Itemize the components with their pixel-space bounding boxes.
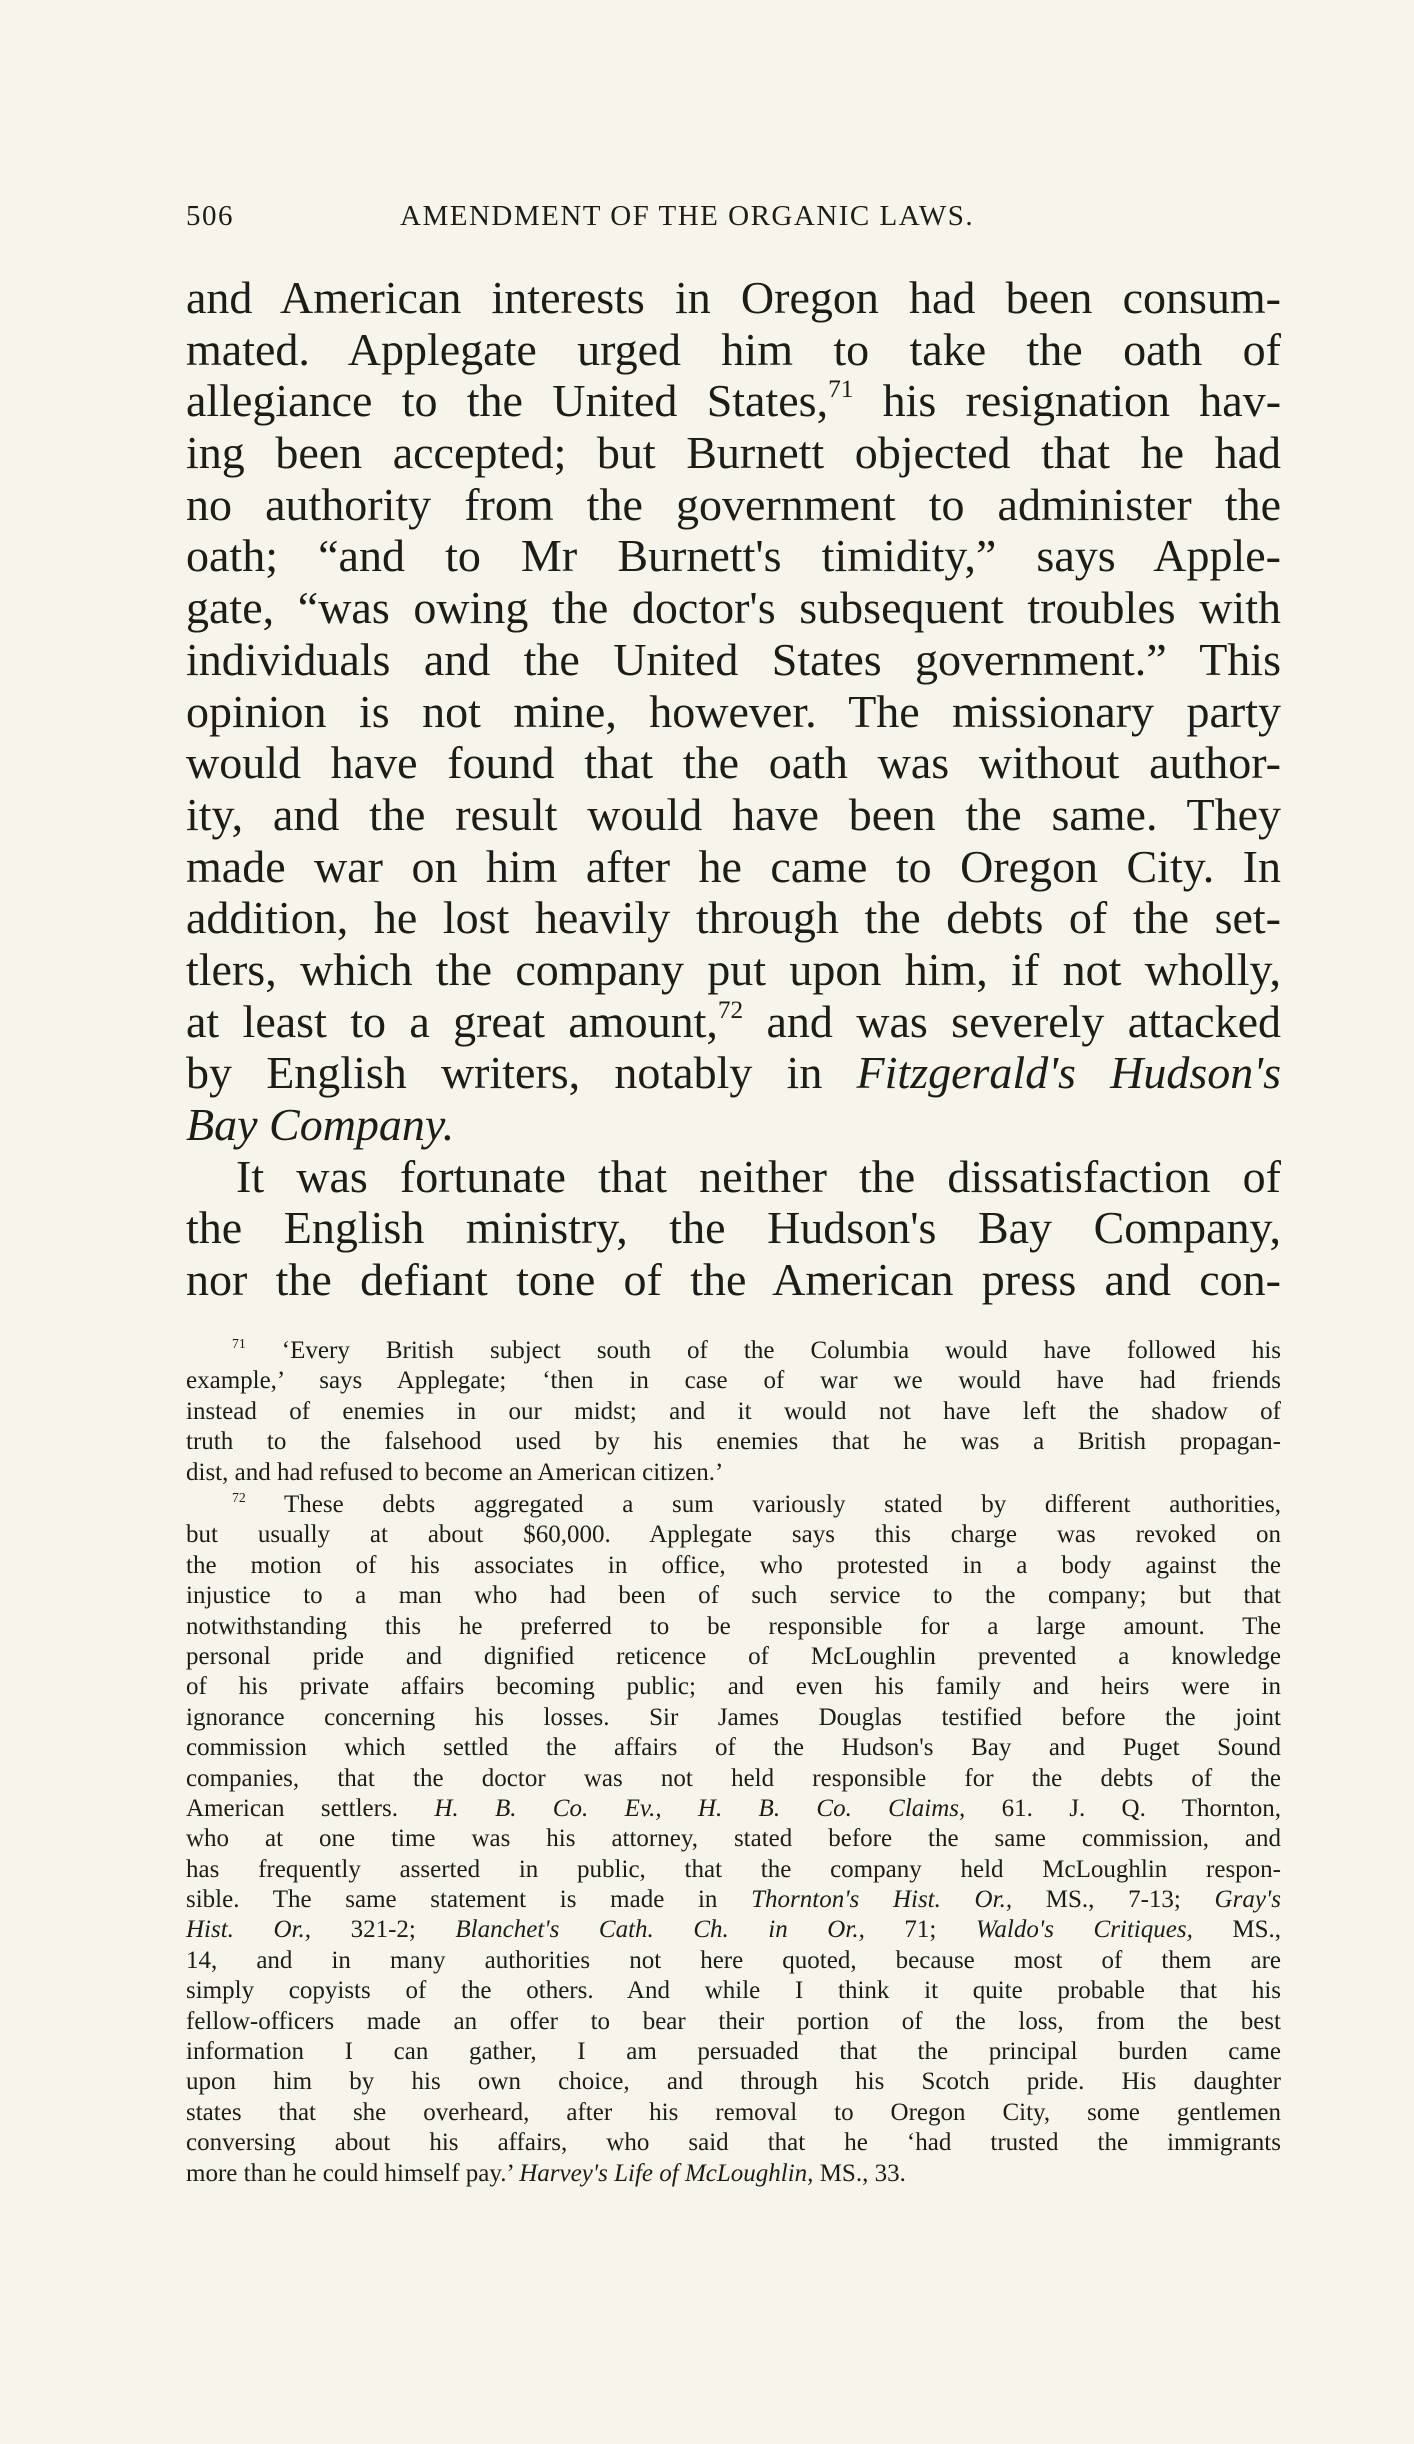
body-line-13: addition, he lost heavily through the debts of the set-: [186, 892, 1281, 944]
footnote-72-line-17: simply copyists of the others. And while I think it quite probable that his: [186, 1977, 1281, 2005]
body-line-8: individuals and the United States government.” This: [186, 633, 1281, 685]
footnote-71-mark: 71: [232, 1335, 246, 1351]
footnote-71-line-1: $^{71}$ ‘Every British subject south of the Columbia would have followed his: [232, 1335, 1281, 1364]
body-line-18: It was fortunate that neither the dissatisfaction of: [236, 1150, 1281, 1202]
body-line-15: at least to a great amount,$^{72}$ and was severely attacked: [186, 995, 1282, 1047]
body-line-6: oath; “and to Mr Burnett's timidity,” says Apple-: [186, 530, 1281, 582]
footnote-72-line-16: 14, and in many authorities not here quoted, because most of them are: [186, 1946, 1281, 1974]
body-line-4: ing been accepted; but Burnett objected that he had: [186, 427, 1281, 479]
footnote-72-line-18: fellow-officers made an offer to bear their portion of the loss, from the best: [186, 2007, 1281, 2035]
footnote-72-line-22: conversing about his affairs, who said that he ‘had trusted the immigrants: [186, 2129, 1281, 2157]
footnote-72-line-9: commission which settled the affairs of the Hudson's Bay and Puget Sound: [186, 1734, 1281, 1762]
footnote-72-line-2: but usually at about $60,000. Applegate says this charge was revoked on: [186, 1521, 1281, 1549]
body-line-7: gate, “was owing the doctor's subsequent troubles with: [186, 582, 1281, 634]
footnote-72-line-5: notwithstanding this he preferred to be responsible for a large amount. The: [186, 1612, 1281, 1640]
footnote-72-line-20: upon him by his own choice, and through his Scotch pride. His daughter: [186, 2068, 1281, 2096]
footnote-72-line-3: the motion of his associates in office, who protested in a body against the: [186, 1551, 1281, 1579]
footnote-72-line-7: of his private affairs becoming public; and even his family and heirs were in: [186, 1673, 1281, 1701]
footnote-72-mark: 72: [232, 1489, 246, 1505]
footnote-71-line-2: example,’ says Applegate; ‘then in case of war we would have had friends: [186, 1367, 1281, 1395]
footnote-72-line-12: who at one time was his attorney, stated before the same commission, and: [186, 1825, 1281, 1853]
footnote-72-line-14: sible. The same statement is made in Thornton's Hist. Or., MS., 7-13; Gray's: [186, 1886, 1282, 1914]
body-line-10: would have found that the oath was without author-: [186, 737, 1281, 789]
footnote-71-line-4: truth to the falsehood used by his enemies that he was a British propagan-: [186, 1428, 1281, 1456]
footnote-72-line-1: $^{72}$ These debts aggregated a sum variously stated by different authorities,: [232, 1489, 1281, 1518]
footnote-72: [186, 1490, 1281, 2189]
body-line-16: by English writers, notably in Fitzgerald's Hudson's: [186, 1047, 1282, 1099]
footnote-72-line-23: more than he could himself pay.’ Harvey's Life of McLoughlin, MS., 33.: [186, 2159, 906, 2187]
footnote-71-line-3: instead of enemies in our midst; and it would not have left the shadow of: [186, 1397, 1281, 1425]
body-line-11: ity, and the result would have been the same. They: [186, 788, 1281, 840]
body-line-17: Bay Company.: [186, 1099, 455, 1150]
body-line-3: allegiance to the United States,$^{71}$ his resignation hav-: [186, 375, 1282, 427]
body-line-12: made war on him after he came to Oregon City. In: [186, 840, 1281, 892]
footnote-72-line-4: injustice to a man who had been of such service to the company; but that: [186, 1582, 1281, 1610]
footnote-72-line-11: American settlers. H. B. Co. Ev., H. B. Co. Claims, 61. J. Q. Thornton,: [186, 1794, 1282, 1822]
footnote-71-line-5: dist, and had refused to become an American citizen.’: [186, 1458, 724, 1486]
footnote-72-line-8: ignorance concerning his losses. Sir James Douglas testified before the joint: [186, 1703, 1281, 1731]
footnote-72-line-21: states that she overheard, after his removal to Oregon City, some gentlemen: [186, 2098, 1281, 2126]
body-line-2: mated. Applegate urged him to take the oath of: [186, 323, 1281, 375]
body-line-20: nor the defiant tone of the American press and con-: [186, 1254, 1281, 1306]
footnote-72-line-10: companies, that the doctor was not held responsible for the debts of the: [186, 1764, 1281, 1792]
body-line-9: opinion is not mine, however. The missionary party: [186, 685, 1281, 737]
body-line-14: tlers, which the company put upon him, if not wholly,: [186, 943, 1281, 995]
footnote-71: [186, 1336, 1281, 1488]
footnote-ref-71[interactable]: 71: [828, 375, 854, 404]
footnote-72-line-15: Hist. Or., 321-2; Blanchet's Cath. Ch. in Or., 71; Waldo's Critiques, MS.,: [186, 1916, 1282, 1944]
body-line-19: the English ministry, the Hudson's Bay Company,: [186, 1202, 1281, 1254]
footnote-72-line-19: information I can gather, I am persuaded that the principal burden came: [186, 2038, 1281, 2066]
running-title: AMENDMENT OF THE ORGANIC LAWS.: [400, 200, 975, 232]
body-line-5: no authority from the government to administer the: [186, 478, 1281, 530]
footnote-72-line-6: personal pride and dignified reticence of McLoughlin prevented a knowledge: [186, 1642, 1281, 1670]
footnote-72-line-13: has frequently asserted in public, that the company held McLoughlin respon-: [186, 1855, 1281, 1883]
body-line-1: and American interests in Oregon had been consum-: [186, 272, 1281, 323]
footnote-ref-72[interactable]: 72: [717, 995, 744, 1024]
page-number: 506: [186, 200, 234, 232]
body-text: [186, 272, 1281, 1306]
